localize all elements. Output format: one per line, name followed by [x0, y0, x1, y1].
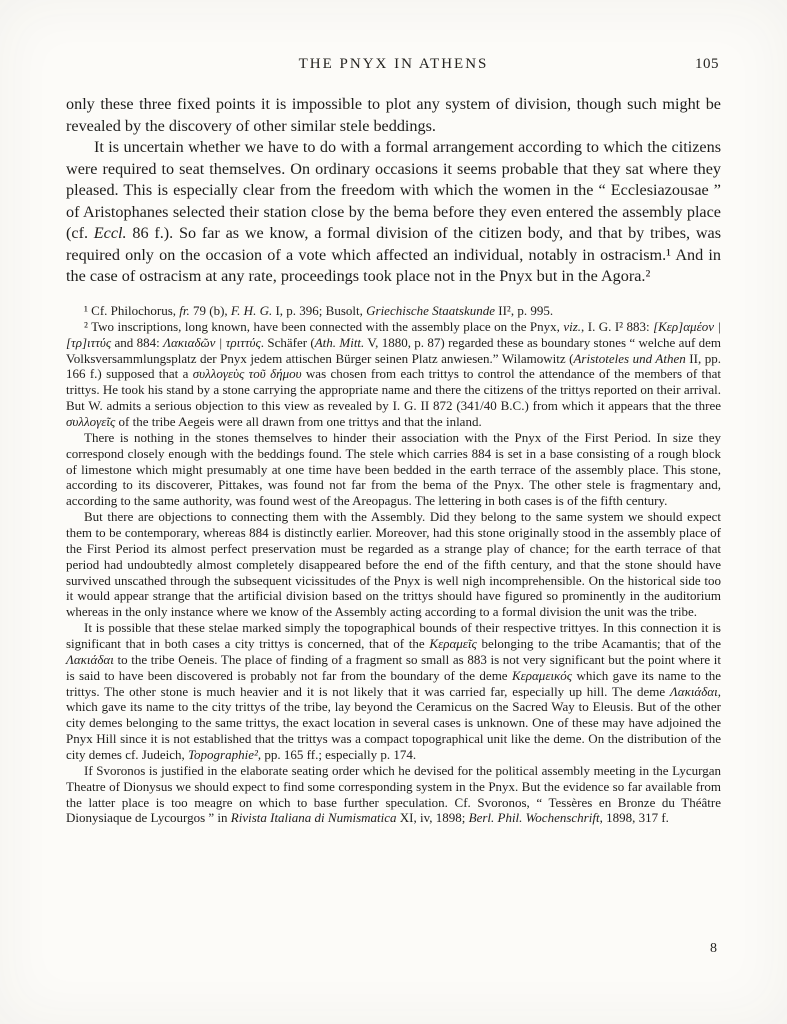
text-run: II, pp. 166 f.) supposed that a [66, 350, 721, 382]
text-run: But there are objections to connecting them with the Assembly. Did they belong to the same system we should expect them to be contemporary, whereas 884 is distinctly earlier. Moreover, had this stone originally stood in the assembly place of the First Period its almost perfect preservation must be regarded as a strange play of chance; for the earth terrace of that period had undoubtedly almost completely disappeared before the end of the fifth century, and that the stone should have survived unscathed through the subsequent vicissitudes of the Pnyx is well nigh incomprehensible. On the historical side too it would appear strange that the artificial division based on the trittys should have figured so prominently in the auditorium whereas in the only instance where we know of the Assembly acting according to a formal division the unit was the tribe. [66, 509, 721, 620]
text-run: , pp. 165 ff.; especially p. 174. [257, 746, 417, 762]
paragraph [66, 303, 721, 319]
text-run: only these three fixed points it is impossible to plot any system of division, though such might be revealed by the discovery of other similar stele beddings. [66, 95, 721, 135]
text-run: V, 1880, p. 87) regarded these as boundary stones “ welche auf dem Volksversammlungsplatz der Pnyx jedem attischen Bürger seinen Platz anwiesen.” Wilamowitz ( [66, 334, 722, 366]
text-run: . Schäfer ( [260, 334, 315, 350]
paragraph [66, 137, 721, 288]
paragraph [66, 763, 721, 826]
italic-text-run: Κεραμεικός [511, 667, 573, 683]
text-run: of the tribe Aegeis were all drawn from one trittys and that the inland. [115, 413, 482, 429]
paragraph [66, 509, 721, 620]
text-run: XI, iv, 1898; [396, 810, 469, 826]
italic-text-run: Aristoteles und Athen [573, 350, 686, 366]
text-run: It is uncertain whether we have to do with a formal arrangement according to which the citizens were required to seat themselves. On ordinary occasions it seems probable that they sat where they pleased. This is especially clear from the freedom with which the women in the “ Ecclesiazousae ” of Aristophanes selected their station close by the bema before they even entered the assembly place (cf. [66, 138, 721, 243]
paragraph [66, 94, 721, 137]
text-run: to the tribe Oeneis. The place of finding of a fragment so small as 883 is not very significant but the point where it is said to have been discovered is probably not far from the boundary of the deme [66, 651, 721, 683]
running-head [66, 56, 721, 76]
footnotes-section [66, 303, 721, 826]
italic-text-run: F. H. G. [230, 302, 273, 318]
italic-text-run: Κεραμεῖς [429, 635, 477, 651]
italic-text-run: Eccl. [93, 224, 127, 243]
text-run: There is nothing in the stones themselves to hinder their association with the Pnyx of the First Period. In size they correspond closely enough with the beddings found. The stele which carries 884 is set in a base consisting of a rough block of limestone which might presumably at one time have been bedded in the earth terrace of the assembly place. This stone, according to its discoverer, Pittakes, was found not far from the bema of the Pnyx. The other stele is fragmentary and, according to the same authority, was found west of the Areopagus. The lettering in both cases is of the fifth century. [66, 429, 721, 509]
italic-text-run: Rivista Italiana di Numismatica [230, 810, 397, 826]
text-run: 86 f.). So far as we know, a formal division of the citizen body, and that by tribes, was required only on the occasion of a vote which affected an individual, notably in ostracism.¹ And in the case of ostracism at any rate, proceedings took place not in the Pnyx but in the Agora.² [66, 224, 721, 286]
text-run: ¹ Cf. Philochorus, [84, 302, 180, 318]
text-run: , which gave its name to the city trittys of the tribe, lay beyond the Ceramicus on the Sacred Way to Eleusis. But of the other city demes belonging to the same trittys, the exact location in several cases is unknown. One of these may have adjoined the Pnyx Hill since it is not established that the trittys was a compact topographical unit like the deme. On the distribution of the city demes cf. Judeich, [66, 683, 721, 762]
italic-text-run: Ath. Mitt. [314, 334, 365, 350]
paragraph [66, 319, 721, 430]
italic-text-run: Griechische Staatskunde [366, 302, 496, 318]
main-text [66, 94, 721, 288]
running-title: THE PNYX IN ATHENS [298, 56, 489, 72]
italic-text-run: Berl. Phil. Wochenschrift [468, 810, 600, 826]
italic-text-run: Topographie² [188, 746, 258, 762]
paragraph [66, 430, 721, 509]
text-run: , I. G. I² 883: [581, 318, 654, 334]
text-run: II², p. 995. [495, 302, 554, 318]
text-run: , 1898, 317 f. [599, 810, 669, 826]
italic-text-run: Λακιαδῶν | τριττύς [163, 334, 261, 350]
italic-text-run: Λακιάδαι [66, 651, 114, 667]
text-run: and 884: [111, 334, 164, 350]
text-run: belonging to the tribe Acamantis; that of the [476, 635, 721, 651]
text-run: ² Two inscriptions, long known, have been connected with the assembly place on the Pnyx, [84, 318, 564, 334]
italic-text-run: Λακιάδαι [669, 683, 718, 699]
header-page-number: 105 [695, 56, 719, 72]
paragraph [66, 620, 721, 763]
italic-text-run: συλλογεῖς [66, 413, 116, 429]
italic-text-run: [Κερ]αμέον | [τρ]ιττύς [66, 318, 721, 350]
signature-page-number: 8 [710, 941, 717, 956]
text-run: If Svoronos is justified in the elaborate seating order which he devised for the political assembly meeting in the Lycurgan Theatre of Dionysus we should expect to find some corresponding system in the Pnyx. But the evidence so far available from the latter place is too meagre on which to base further speculation. Cf. Svoronos, “ Tessères en Bronze du Théâtre Dionysiaque de Lycourgos ” in [66, 762, 721, 826]
text-run: 79 (b), [189, 302, 231, 318]
italic-text-run: fr. [179, 302, 190, 318]
italic-text-run: viz. [563, 318, 582, 334]
text-run: I, p. 396; Busolt, [272, 302, 367, 318]
text-run: It is possible that these stelae marked simply the topographical bounds of their respective trittyes. In this connection it is significant that in both cases a city trittys is concerned, that of the [66, 620, 721, 651]
italic-text-run: συλλογεὺς τοῦ δήμου [192, 366, 302, 382]
text-run: was chosen from each trittys to control the attendance of the members of that trittys. He took his stand by a stone carrying the appropriate name and there the citizens of the trittys reported on their arrival. But W. admits a serious objection to this view as revealed by I. G. II 872 (341/40 B.C.) from which it appears that the three [66, 366, 721, 414]
text-run: which gave its name to the trittys. The other stone is much heavier and it is not likely that it was carried far, especially up hill. The deme [66, 667, 721, 699]
